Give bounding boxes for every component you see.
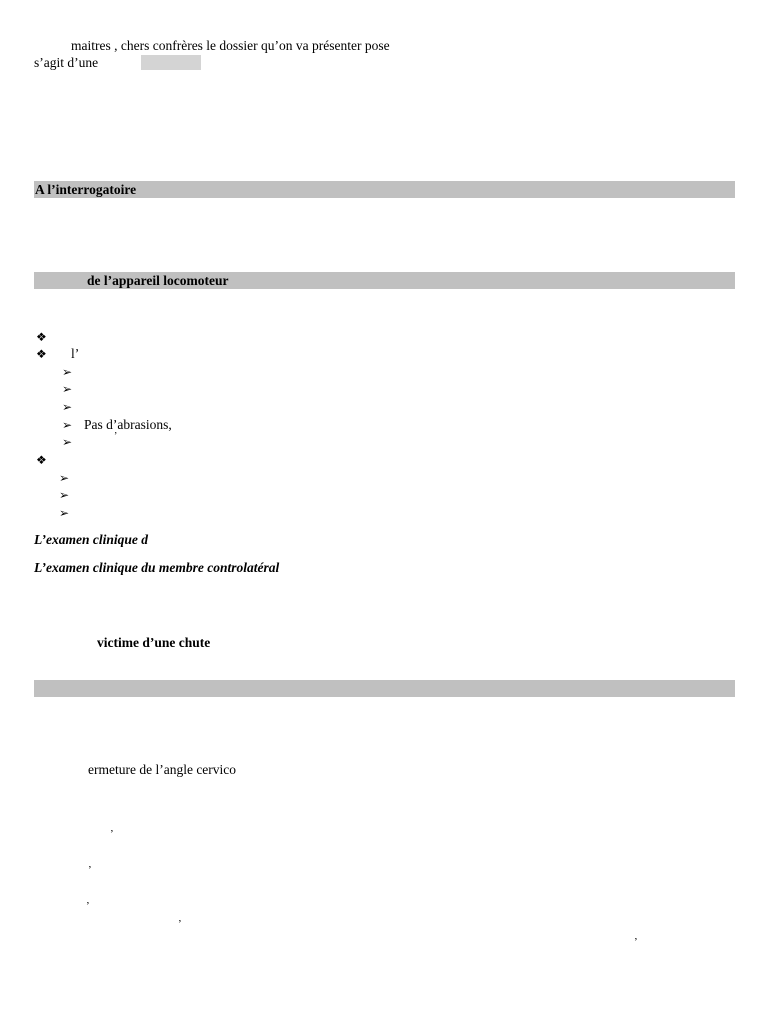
diamond-bullet-icon: ❖	[36, 453, 47, 467]
arrow-bullet-icon: ➢	[62, 435, 73, 449]
arrow-bullet-icon: ➢	[62, 400, 73, 414]
stray-mark: ’	[110, 828, 114, 840]
fermeture-text: ermeture de l’angle cervico	[88, 762, 237, 777]
exam-line-1: L’examen clinique d	[34, 532, 148, 547]
arrow-bullet-icon: ➢	[62, 418, 73, 432]
redacted-box	[141, 55, 201, 70]
section-title-interrogatoire: A l’interrogatoire	[35, 182, 137, 197]
exam-line-2: L’examen clinique du membre controlatéral	[34, 560, 280, 575]
arrow-bullet-icon: ➢	[59, 506, 70, 520]
stray-mark: ’	[634, 936, 638, 948]
small-apostrophe: ’	[114, 431, 118, 442]
arrow-bullet-icon: ➢	[59, 471, 70, 485]
diamond-bullet-icon: ❖	[36, 347, 47, 361]
arrow-bullet-icon: ➢	[62, 365, 73, 379]
arrow-bullet-icon: ➢	[59, 488, 70, 502]
section-title-locomoteur: de l’appareil locomoteur	[87, 273, 229, 288]
bullet-text-l: l’	[71, 346, 80, 361]
section-bar-interrogatoire	[34, 181, 735, 198]
intro-line-1: maitres , chers confrères le dossier qu’on va présenter pose	[71, 38, 390, 53]
diamond-bullet-icon: ❖	[36, 330, 47, 344]
section-bar-locomoteur	[34, 272, 735, 289]
stray-mark: ’	[86, 900, 90, 912]
stray-mark: ’	[178, 918, 182, 930]
victime-text: victime d’une chute	[97, 635, 211, 650]
arrow-bullet-icon: ➢	[62, 382, 73, 396]
section-bar-empty	[34, 680, 735, 697]
stray-mark: ’	[88, 864, 92, 876]
intro-line-2: s’agit d’une	[34, 55, 99, 70]
bullet-text-abrasions: Pas d’abrasions,	[84, 417, 172, 432]
